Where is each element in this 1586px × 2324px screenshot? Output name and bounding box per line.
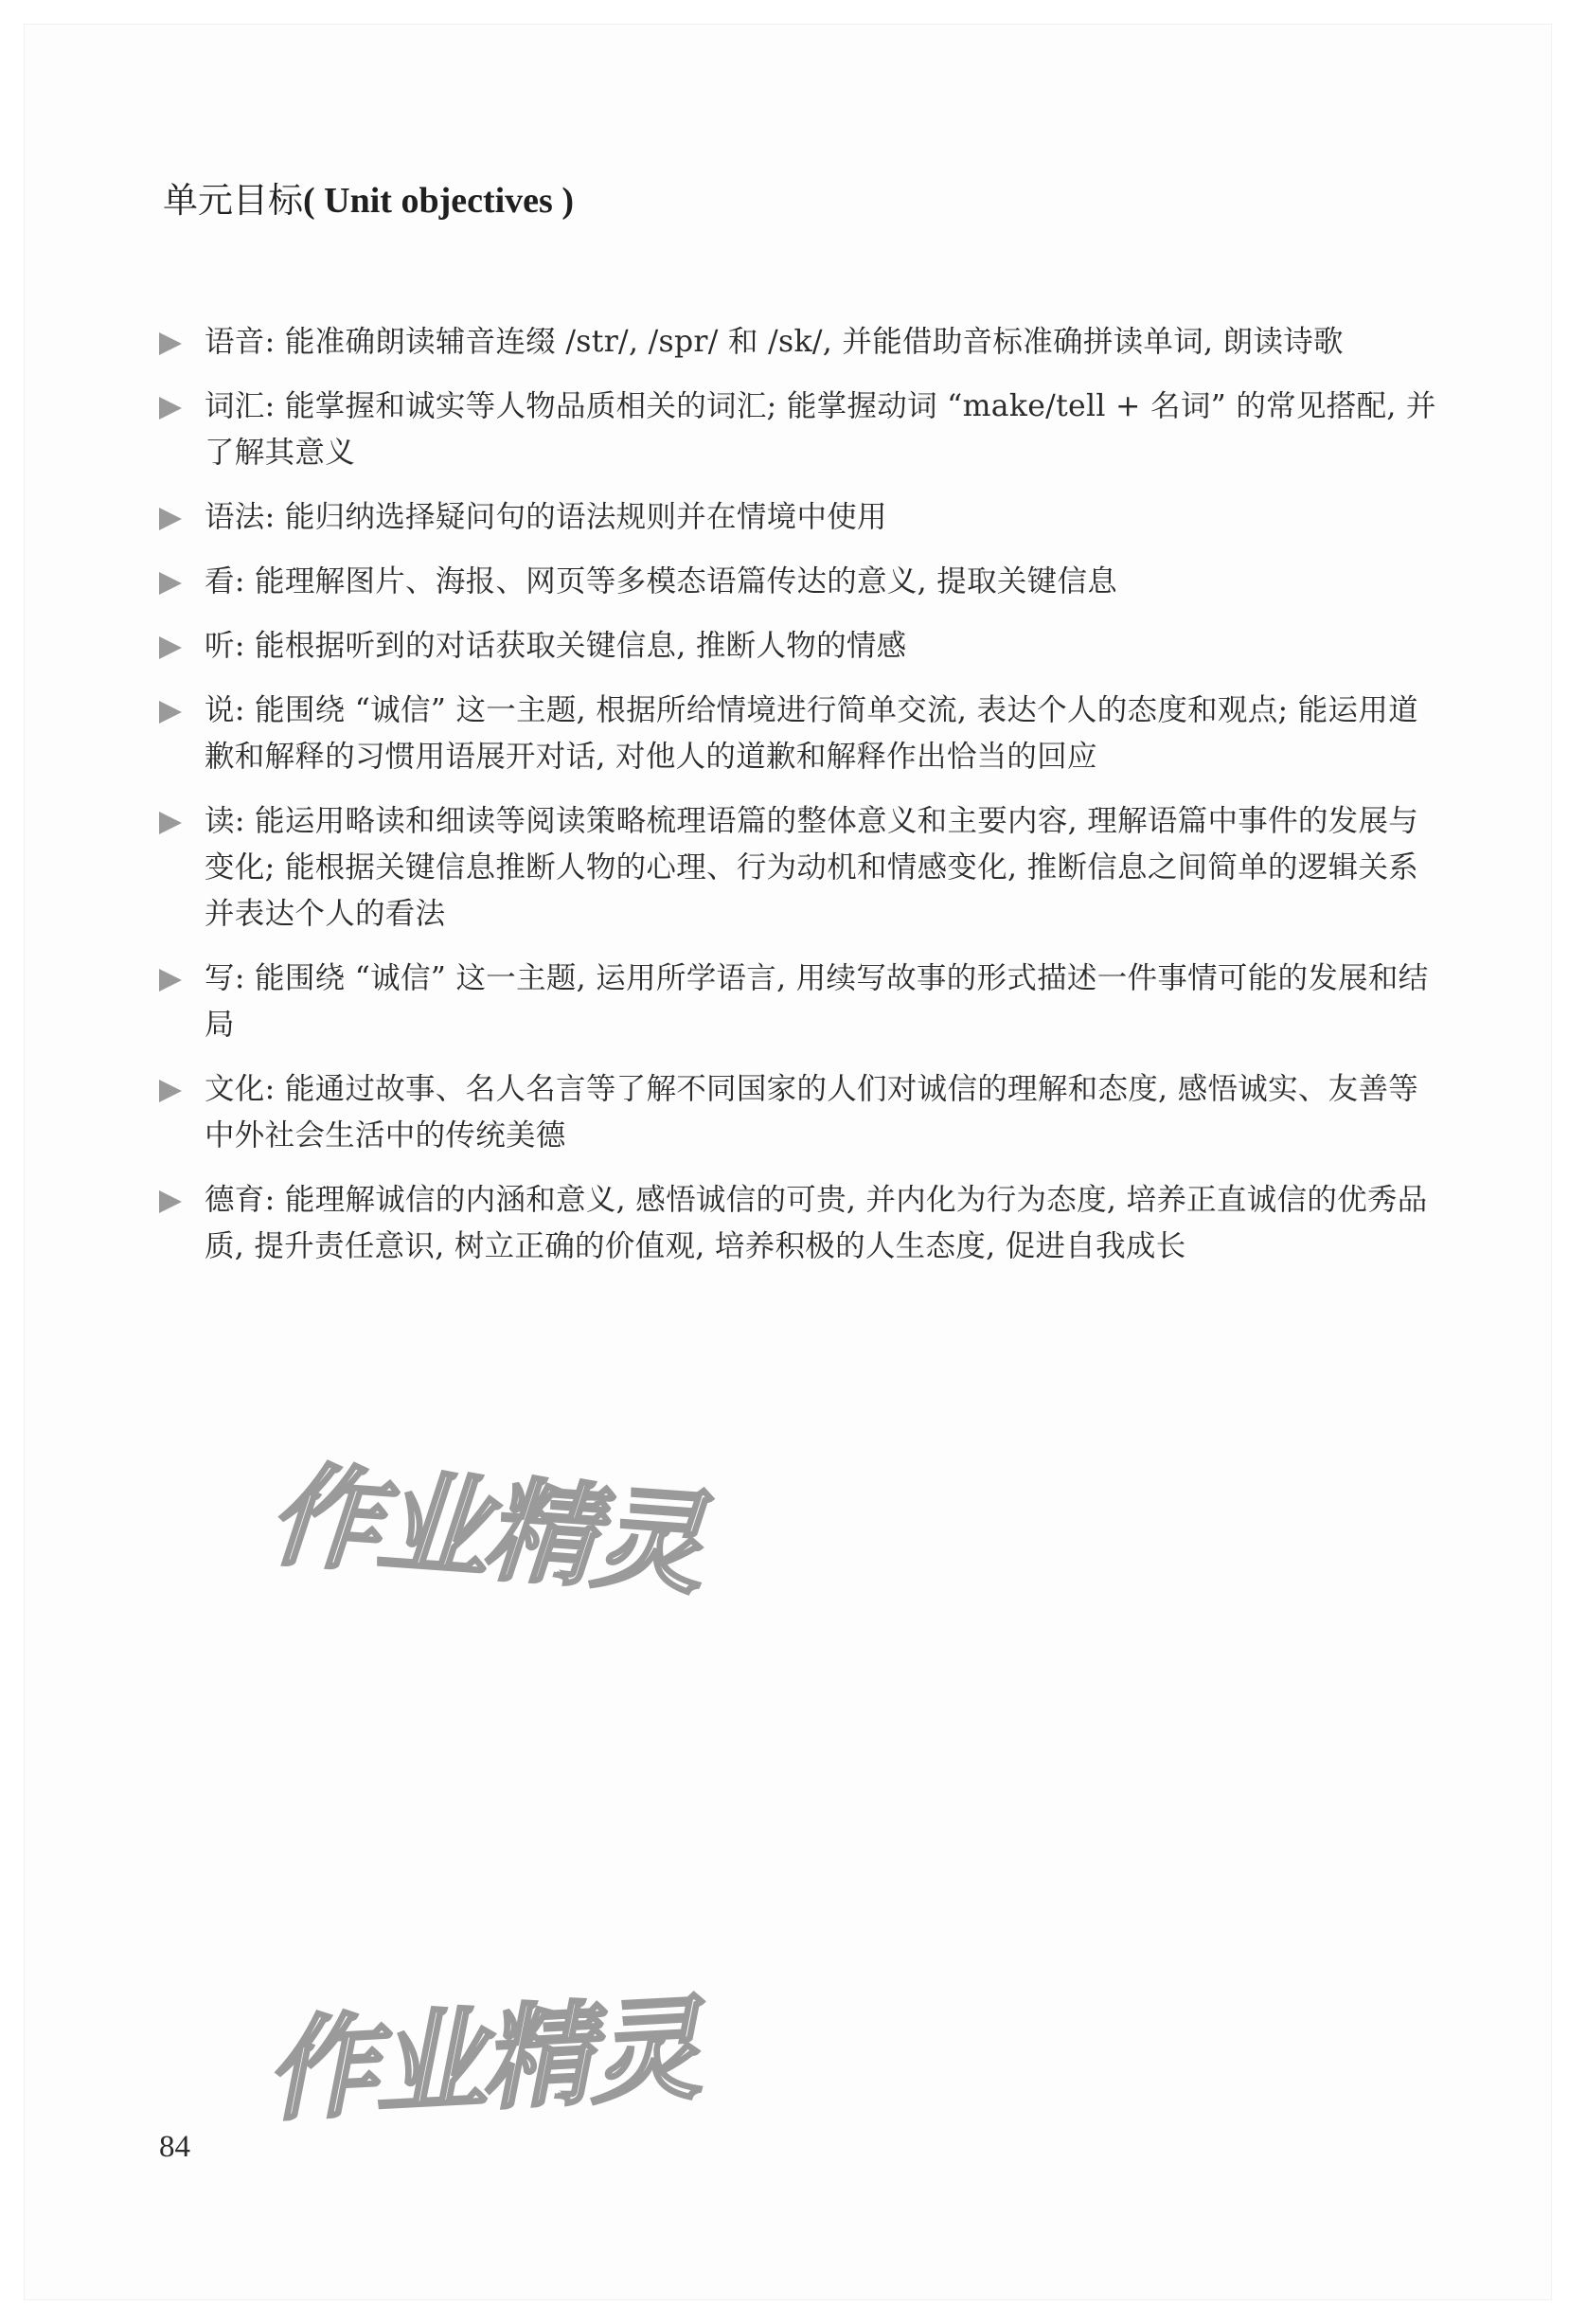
objective-culture: [159, 1066, 1447, 1159]
watermark-logo: 作业精灵: [265, 1449, 705, 1610]
objective-separator: :: [234, 564, 256, 599]
triangle-bullet-icon: [159, 1080, 182, 1102]
objective-text: 能围绕 “诚信” 这一主题, 根据所给情境进行简单交流, 表达个人的态度和观点; 能运用道歉和解释的习惯用语展开对话, 对他人的道歉和解释作出恰当的回应: [205, 693, 1418, 774]
objective-separator: :: [234, 693, 256, 727]
objective-label: 语法: [205, 500, 265, 534]
objective-separator: :: [234, 629, 256, 663]
objective-reading: [159, 798, 1447, 938]
objective-separator: :: [234, 804, 256, 838]
objective-writing: [159, 956, 1447, 1048]
objective-separator: :: [264, 500, 285, 534]
watermark-logo: 作业精灵: [262, 1983, 701, 2136]
objective-separator: :: [264, 389, 285, 423]
objective-moral-education: [159, 1177, 1447, 1270]
objective-listening: [159, 623, 1447, 670]
objective-separator: :: [264, 325, 285, 359]
triangle-bullet-icon: [159, 701, 182, 724]
objective-text: 能围绕 “诚信” 这一主题, 运用所学语言, 用续写故事的形式描述一件事情可能的发展和结局: [205, 961, 1429, 1042]
objective-label: 德育: [205, 1183, 265, 1217]
page-number: 84: [159, 2130, 190, 2164]
triangle-bullet-icon: [159, 572, 182, 595]
objective-text: 能运用略读和细读等阅读策略梳理语篇的整体意义和主要内容, 理解语篇中事件的发展与变化; 能根据关键信息推断人物的心理、行为动机和情感变化, 推断信息之间简单的逻辑关系并表达个人的看法: [205, 804, 1419, 931]
objective-separator: :: [264, 1183, 285, 1217]
heading-chinese: 单元目标: [163, 180, 303, 221]
objective-separator: :: [264, 1072, 285, 1106]
objective-label: 听: [205, 629, 235, 663]
objective-text: 能准确朗读辅音连缀 /str/, /spr/ 和 /sk/, 并能借助音标准确拼读单词, 朗读诗歌: [284, 325, 1344, 359]
objective-label: 词汇: [205, 389, 265, 423]
objective-speaking: [159, 688, 1447, 780]
objective-text: 能根据听到的对话获取关键信息, 推断人物的情感: [255, 629, 907, 663]
objective-vocabulary: [159, 384, 1447, 476]
objective-separator: :: [234, 961, 256, 995]
objective-label: 语音: [205, 325, 265, 359]
triangle-bullet-icon: [159, 508, 182, 530]
triangle-bullet-icon: [159, 636, 182, 659]
triangle-bullet-icon: [159, 969, 182, 992]
objective-text: 能归纳选择疑问句的语法规则并在情境中使用: [284, 500, 887, 534]
objective-viewing: [159, 559, 1447, 605]
objective-label: 说: [205, 693, 235, 727]
objective-label: 读: [205, 804, 235, 838]
triangle-bullet-icon: [159, 397, 182, 420]
objectives-list: [159, 319, 1447, 1288]
objective-pronunciation: [159, 319, 1447, 366]
triangle-bullet-icon: [159, 332, 182, 355]
objective-label: 看: [205, 564, 235, 599]
objective-label: 写: [205, 961, 235, 995]
objective-text: 能理解图片、海报、网页等多模态语篇传达的意义, 提取关键信息: [255, 564, 1118, 599]
heading-english: ( Unit objectives ): [303, 181, 574, 221]
unit-objectives-heading: [163, 176, 574, 225]
objective-text: 能通过故事、名人名言等了解不同国家的人们对诚信的理解和态度, 感悟诚实、友善等中外社会生活中的传统美德: [205, 1072, 1419, 1153]
objective-grammar: [159, 494, 1447, 541]
triangle-bullet-icon: [159, 1190, 182, 1213]
objective-label: 文化: [205, 1072, 265, 1106]
triangle-bullet-icon: [159, 812, 182, 834]
objective-text: 能掌握和诚实等人物品质相关的词汇; 能掌握动词 “make/tell + 名词” 的常见搭配, 并了解其意义: [205, 389, 1436, 470]
objective-text: 能理解诚信的内涵和意义, 感悟诚信的可贵, 并内化为行为态度, 培养正直诚信的优秀品质, 提升责任意识, 树立正确的价值观, 培养积极的人生态度, 促进自我成长: [205, 1183, 1428, 1263]
